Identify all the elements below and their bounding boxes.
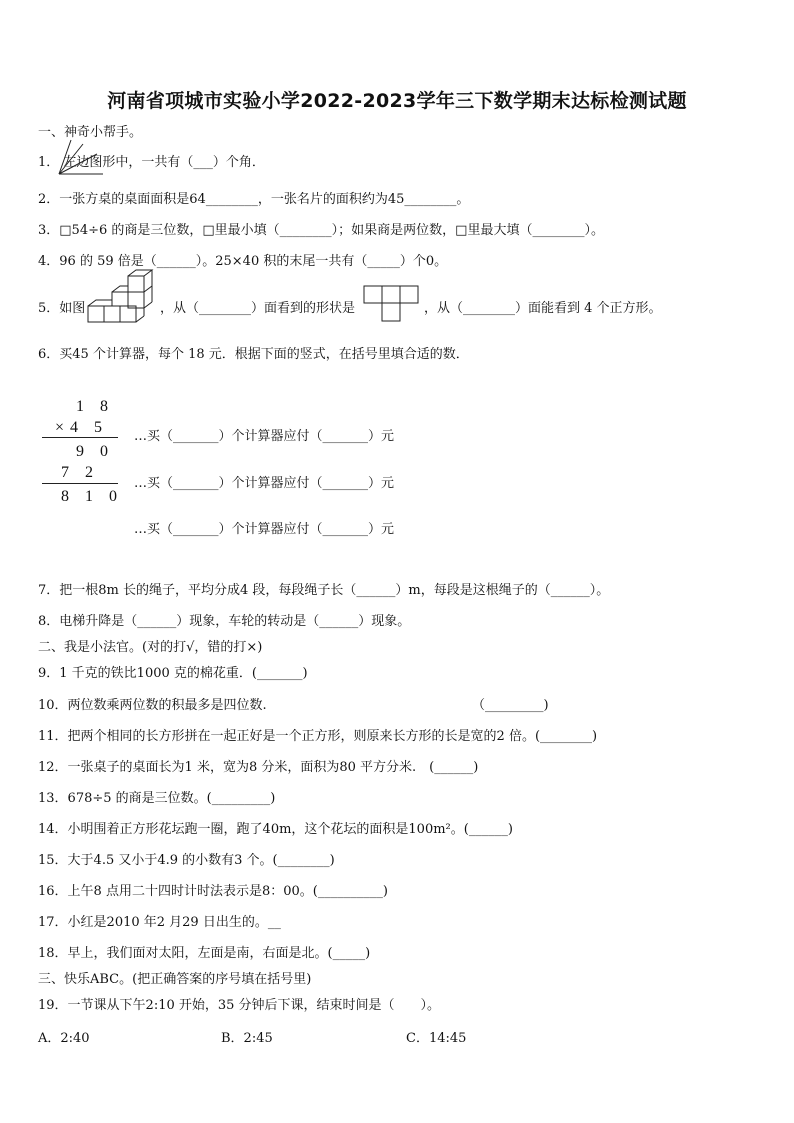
section-2-heading: 二、我是小法官。(对的打√，错的打×) (38, 640, 263, 655)
question-10-blank: （_________) (472, 698, 549, 713)
calc-answer-line-2: …买（_______）个计算器应付（_______）元 (134, 476, 395, 491)
option-a: A．2:40 (38, 1031, 90, 1046)
calc-product: 8 1 0 (61, 488, 123, 505)
calc-partial-2: 7 2 (61, 464, 99, 481)
question-1: 1． 左边图形中，一共有（___）个角． (38, 155, 265, 170)
option-b: B．2:45 (221, 1031, 273, 1046)
option-c: C．14:45 (406, 1031, 467, 1046)
question-10: 10．两位数乘两位数的积最多是四位数. (38, 698, 267, 713)
angle-figure (57, 138, 107, 178)
page-title: 河南省项城市实验小学2022-2023学年三下数学期末达标检测试题 (107, 90, 687, 112)
question-6: 6．买45 个计算器，每个 18 元．根据下面的竖式，在括号里填合适的数． (38, 347, 469, 362)
question-17: 17．小红是2010 年2 月29 日出生的。__ (38, 915, 281, 930)
question-19: 19．一节课从下午2:10 开始，35 分钟后下课，结束时间是（ ）。 (38, 998, 441, 1013)
calc-multiplicand: 1 8 (76, 398, 114, 415)
question-5-part-c: ，从（________）面能看到 4 个正方形。 (424, 301, 662, 316)
question-11: 11．把两个相同的长方形拼在一起正好是一个正方形，则原来长方形的长是宽的2 倍。(________) (38, 729, 598, 744)
calc-answer-line-3: …买（_______）个计算器应付（_______）元 (134, 522, 395, 537)
question-14: 14．小明围着正方形花坛跑一圈，跑了40m，这个花坛的面积是100m²。(______) (38, 822, 513, 837)
section-3-heading: 三、快乐ABC。(把正确答案的序号填在括号里) (38, 972, 312, 987)
question-8: 8．电梯升降是（______）现象，车轮的转动是（______）现象。 (38, 614, 411, 629)
calc-multiplier: ×4 5 (55, 419, 109, 436)
question-2: 2．一张方桌的桌面面积是64________，一张名片的面积约为45________。 (38, 192, 470, 207)
cube-stack-figure (86, 280, 158, 330)
calc-line-2 (42, 483, 118, 484)
question-15: 15．大于4.5 又小于4.9 的小数有3 个。(________) (38, 853, 335, 868)
question-16: 16．上午8 点用二十四时计时法表示是8：00。(__________) (38, 884, 388, 899)
question-4: 4．96 的 59 倍是（______）。25×40 积的末尾一共有（_____）个0。 (38, 254, 448, 269)
question-7: 7．把一根8m 长的绳子，平均分成4 段，每段绳子长（______）m，每段是这根绳子的（______）。 (38, 583, 610, 598)
question-18: 18．早上，我们面对太阳，左面是南，右面是北。(_____) (38, 946, 371, 961)
question-5-part-a: 5．如图 (38, 301, 86, 316)
question-13: 13．678÷5 的商是三位数。(_________) (38, 791, 276, 806)
calc-partial-1: 9 0 (76, 443, 114, 460)
calc-line-1 (42, 437, 118, 438)
question-12: 12．一张桌子的桌面长为1 米，宽为8 分米，面积为80 平方分米. (______) (38, 760, 479, 775)
calc-answer-line-1: …买（_______）个计算器应付（_______）元 (134, 429, 395, 444)
front-view-shape (362, 284, 422, 324)
question-3: 3．□54÷6 的商是三位数，□里最小填（________）；如果商是两位数，□里最大填（________）。 (38, 223, 604, 238)
section-1-heading: 一、神奇小帮手。 (38, 125, 143, 140)
question-9: 9．1 千克的铁比1000 克的棉花重．(_______) (38, 666, 308, 681)
question-5-part-b: ，从（________）面看到的形状是 (160, 301, 356, 316)
